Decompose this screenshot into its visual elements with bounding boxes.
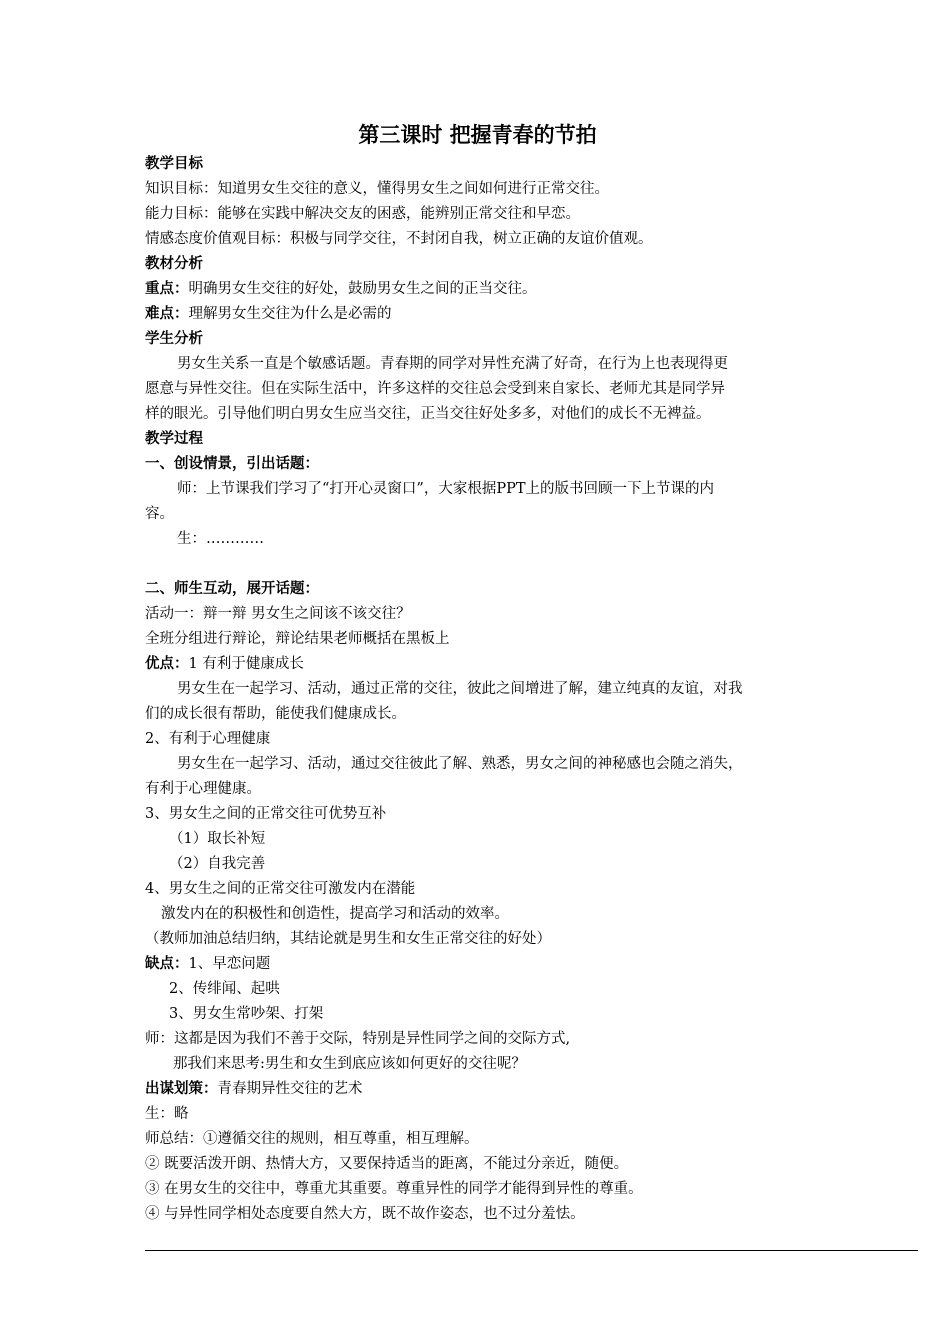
student-reply: 生：略 <box>145 1106 189 1122</box>
teacher-comment-line1: 师：这都是因为我们不善于交际，特别是异性同学之间的交际方式, <box>145 1031 571 1047</box>
document-body <box>145 118 810 1227</box>
students-para-line1: 男女生关系一直是个敏感话题。青春期的同学对异性充满了好奇，在行为上也表现得更 <box>177 356 728 372</box>
plan-label: 出谋划策： <box>145 1081 218 1097</box>
goal-knowledge: 知识目标：知道男女生交往的意义，懂得男女生之间如何进行正常交往。 <box>145 181 609 197</box>
pros-2-text-line2: 有利于心理健康。 <box>145 781 261 797</box>
teacher-summary: 师总结：①遵循交往的规则，相互尊重，相互理解。 <box>145 1131 479 1147</box>
pros-2-text-line1: 男女生在一起学习、活动，通过交往彼此了解、熟悉，男女之间的神秘感也会随之消失， <box>177 756 743 772</box>
pros-4-text: 激发内在的积极性和创造性，提高学习和活动的效率。 <box>161 906 509 922</box>
key-text: 明确男女生交往的好处，鼓励男女生之间的正当交往。 <box>188 281 537 297</box>
cons-3: 3、男女生常吵架、打架 <box>169 1006 324 1022</box>
summary-note: （教师加油总结归纳，其结论就是男生和女生正常交往的好处） <box>145 931 551 947</box>
activity1: 活动一：辩一辩 男女生之间该不该交往？ <box>145 606 411 622</box>
blank-line <box>145 552 810 577</box>
students-para-line2: 愿意与异性交往。但在实际生活中，许多这样的交往总会受到来自家长、老师尤其是同学异 <box>145 381 725 397</box>
section1-heading: 一、创设情景，引出话题： <box>145 456 319 472</box>
teacher-comment-line2: 那我们来思考:男生和女生到底应该如何更好的交往呢？ <box>173 1056 526 1072</box>
hard-text: 理解男女生交往为什么是必需的 <box>188 306 392 322</box>
goal-ability: 能力目标：能够在实践中解决交友的困惑，能辨别正常交往和早恋。 <box>145 206 580 222</box>
pros-1: 1 有利于健康成长 <box>188 656 304 672</box>
plan-line <box>145 1077 810 1102</box>
cons-2: 2、传绯闻、起哄 <box>169 981 280 997</box>
key-label: 重点： <box>145 281 189 297</box>
students-para-line3: 样的眼光。引导他们明白男女生应当交往，正当交往好处多多，对他们的成长不无裨益。 <box>145 406 711 422</box>
hard-point <box>145 302 810 327</box>
summary-point-4: ④ 与异性同学相处态度要自然大方，既不故作姿态，也不过分羞怯。 <box>145 1206 585 1222</box>
section2-heading: 二、师生互动，展开话题： <box>145 581 319 597</box>
section1-teacher-line2: 容。 <box>145 506 174 522</box>
key-point <box>145 277 810 302</box>
process-heading: 教学过程 <box>145 431 203 447</box>
pros-3-b: （2）自我完善 <box>169 856 266 872</box>
section1-student: 生：………… <box>177 531 264 547</box>
debate-note: 全班分组进行辩论，辩论结果老师概括在黑板上 <box>145 631 450 647</box>
footer-rule <box>145 1250 918 1251</box>
goal-emotion: 情感态度价值观目标：积极与同学交往，不封闭自我，树立正确的友谊价值观。 <box>145 231 653 247</box>
pros-line <box>145 652 810 677</box>
pros-label: 优点： <box>145 656 189 672</box>
page-title: 第三课时 把握青春的节拍 <box>358 123 597 147</box>
cons-line <box>145 952 810 977</box>
pros-1-text-line1: 男女生在一起学习、活动，通过正常的交往，彼此之间增进了解，建立纯真的友谊，对我 <box>177 681 743 697</box>
pros-3-a: （1）取长补短 <box>169 831 266 847</box>
cons-1: 1、早恋问题 <box>188 956 271 972</box>
section1-teacher-line1: 师：上节课我们学习了“打开心灵窗口”，大家根据PPT上的版书回顾一下上节课的内 <box>177 481 715 497</box>
material-heading: 教材分析 <box>145 256 203 272</box>
summary-point-3: ③ 在男女生的交往中，尊重尤其重要。尊重异性的同学才能得到异性的尊重。 <box>145 1181 643 1197</box>
goals-heading: 教学目标 <box>145 156 203 172</box>
hard-label: 难点： <box>145 306 189 322</box>
pros-4: 4、男女生之间的正常交往可激发内在潜能 <box>145 881 416 897</box>
pros-2: 2、有利于心理健康 <box>145 731 271 747</box>
pros-1-text-line2: 们的成长很有帮助，能使我们健康成长。 <box>145 706 406 722</box>
pros-3: 3、男女生之间的正常交往可优势互补 <box>145 806 387 822</box>
cons-label: 缺点： <box>145 956 189 972</box>
summary-point-2: ② 既要活泼开朗、热情大方，又要保持适当的距离，不能过分亲近，随便。 <box>145 1156 629 1172</box>
plan-text: 青春期异性交往的艺术 <box>217 1081 363 1097</box>
students-heading: 学生分析 <box>145 331 203 347</box>
